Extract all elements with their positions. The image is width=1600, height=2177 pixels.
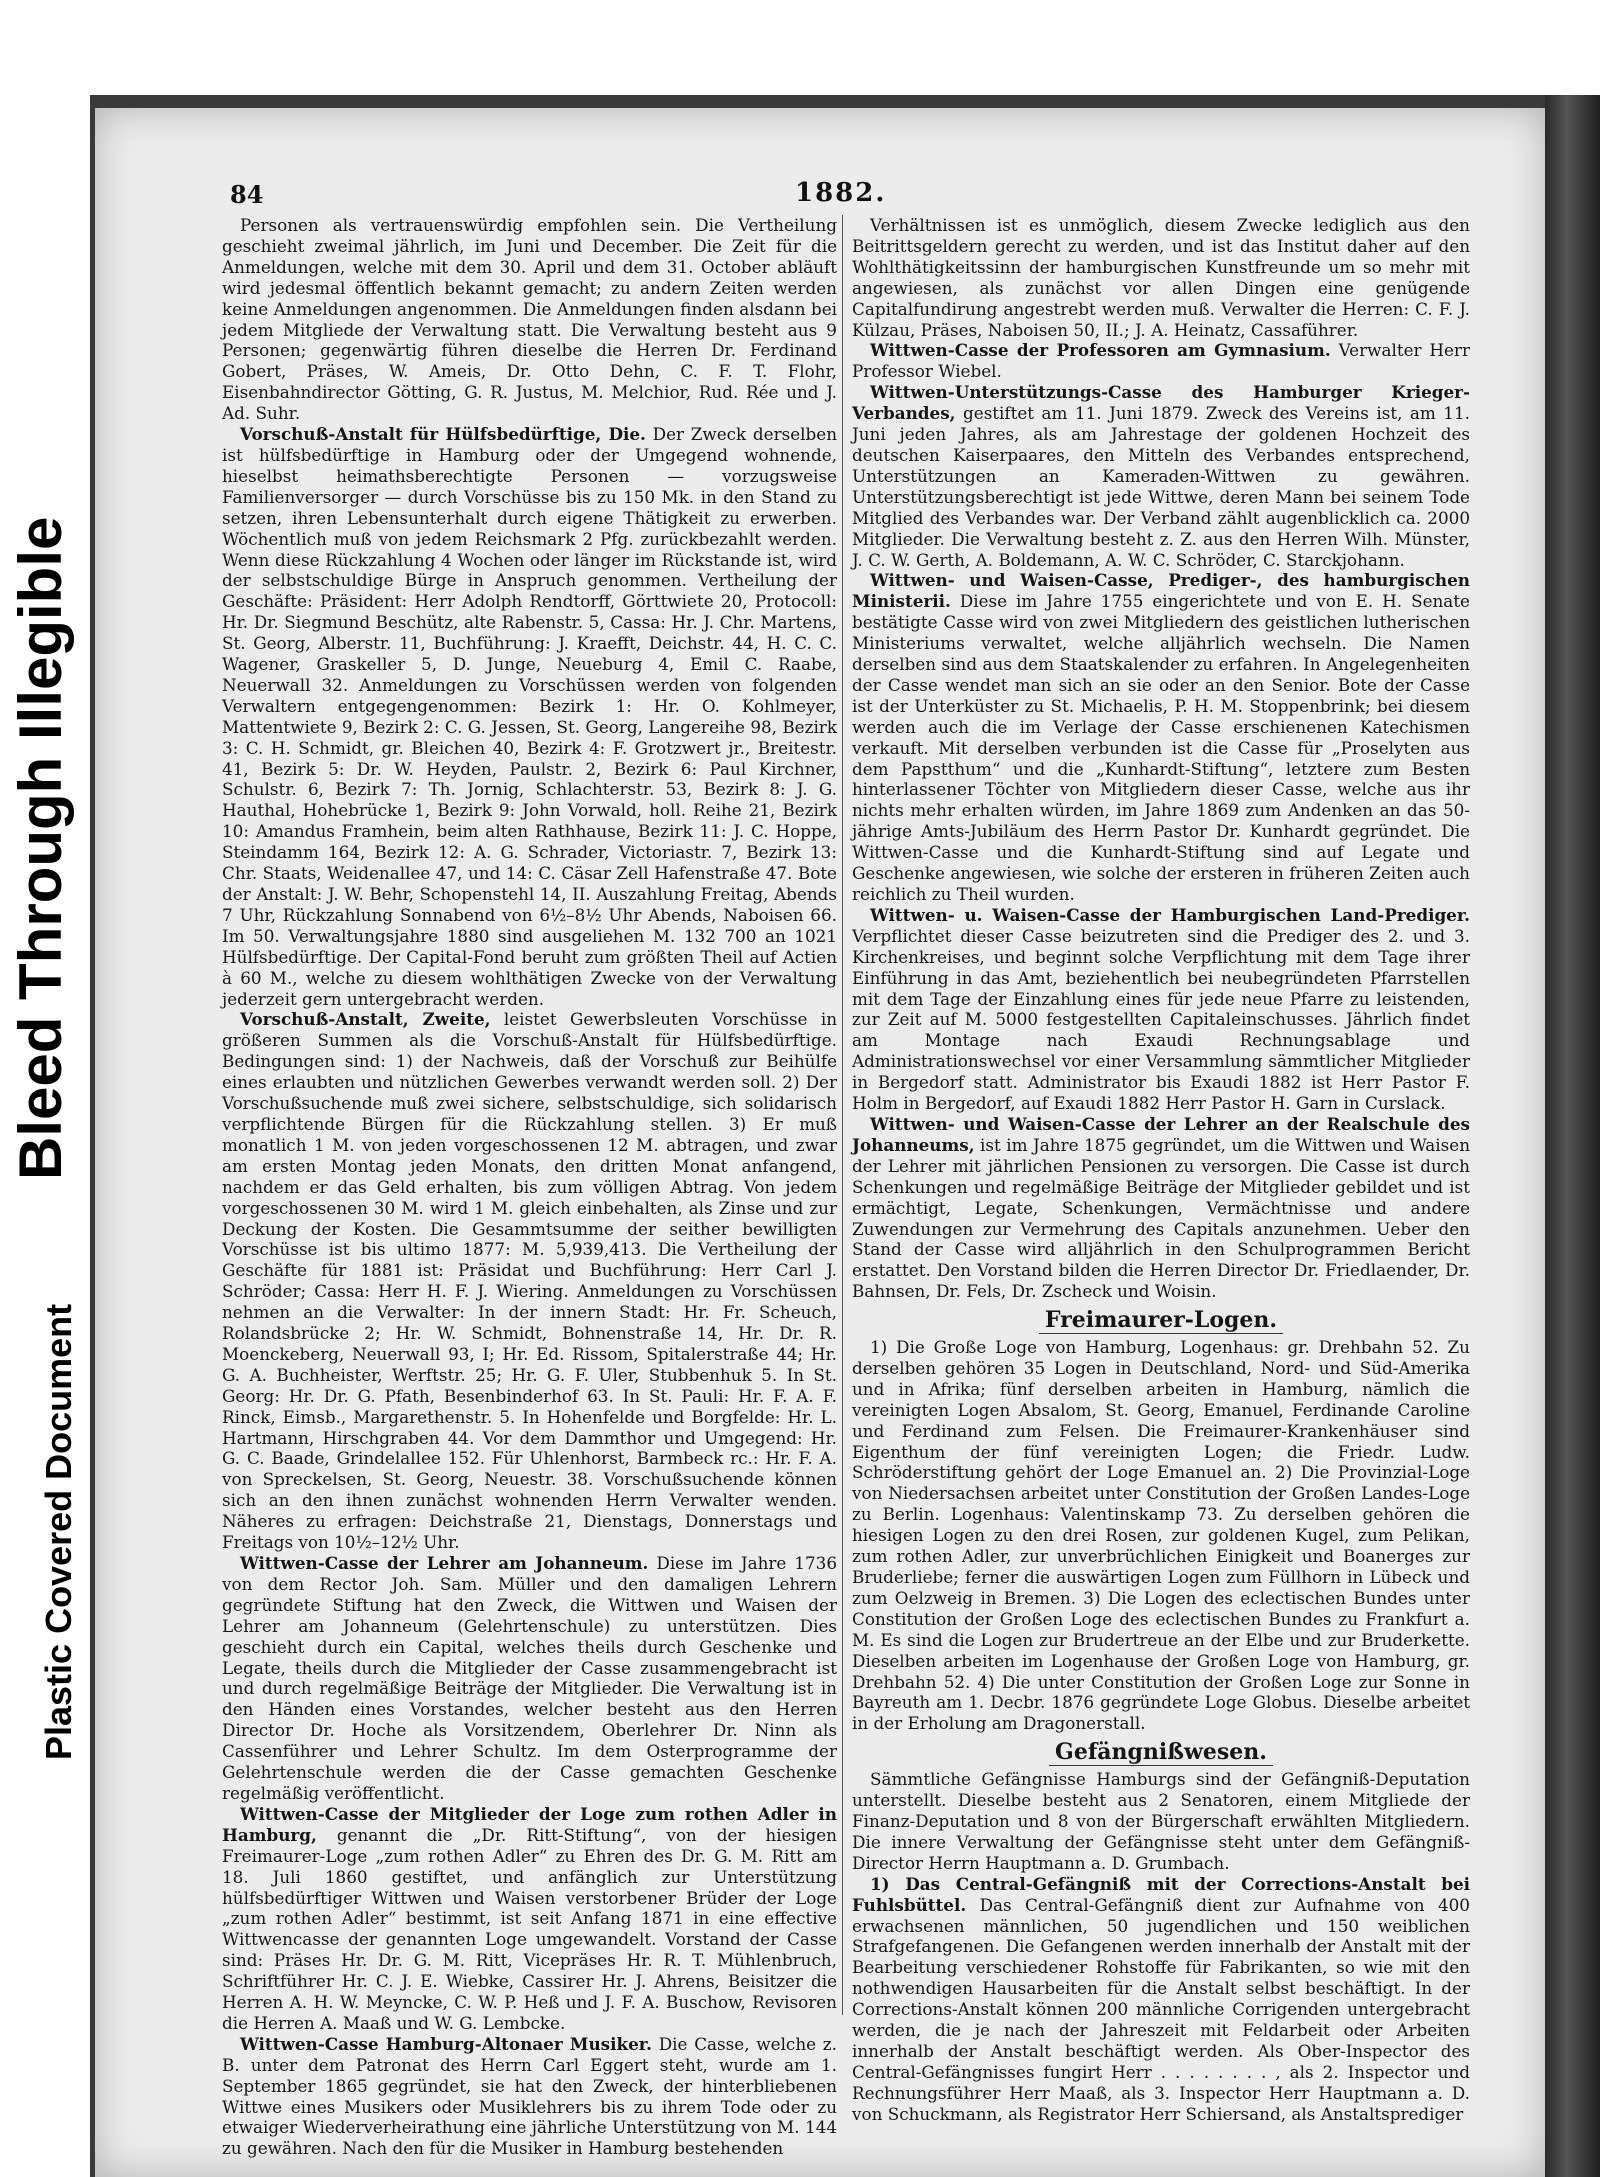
entry-text: Verpflichtet dieser Casse beizutreten sind die Prediger des 2. und 3. Kirchenkreises, und beginnt solche Verpflichtung mit dem Tage ihrer Einführung in das Amt, beziehentlich bei neubegründeten Pfarrstellen mit dem Tage der Einzahlung eines für jede neue Pfarre zu leistenden, zur Zeit auf M. 5000 festgestellten Capitaleinschusses. Jährlich findet am Montage nach Exaudi Rechnungsablage und Administrationswechsel vor einer Versammlung sämmtlicher Mitglieder in Bergedorf statt. Administrator bis Exaudi 1882 ist Herr Pastor F. Holm in Bergedorf, auf Exaudi 1882 Herr Pastor H. Garn in Curslack. xyxy=(852,925,1470,1114)
right-paragraph xyxy=(852,1114,1470,1302)
left-paragraph xyxy=(222,1009,837,1553)
entry-text: ist im Jahre 1875 gegründet, um die Wittwen und Waisen der Lehrer mit jährlichen Pensionen zu versorgen. Die Casse ist durch Schenkungen und regelmäßige Beiträge der Mitglieder gebildet und ist ermächtigt, Legate, Schenkungen, Vermächtnisse und andere Zuwendungen zur Vermehrung des Capitals anzunehmen. Ueber den Stand der Casse wird alljährlich in den Schulprogrammen Bericht erstattet. Den Vorstand bilden die Herren Director Dr. Friedlaender, Dr. Bahnsen, Dr. Fels, Dr. Zscheck und Woisin. xyxy=(852,1134,1470,1302)
left-paragraph xyxy=(222,215,837,424)
entry-text: 1) Die Große Loge von Hamburg, Logenhaus: gr. Drehbahn 52. Zu derselben gehören 35 Logen in Deutschland, Nord- und Süd-Amerika und in Afrika; fünf derselben arbeiten in Hamburg, nämlich die vereinigten Logen Absalom, St. Georg, Emanuel, Ferdinande Caroline und Ferdinand zum Felsen. Die Freimaurer-Krankenhäuser sind Eigenthum der fünf vereinigten Logen; die Friedr. Ludw. Schröderstiftung gehört der Loge Emanuel an. 2) Die Provinzial-Loge von Niedersachsen arbeitet unter Constitution der Großen Landes-Loge zu Berlin. Logenhaus: Valentinskamp 73. Zu derselben gehören die hiesigen Logen zu den drei Rosen, zur goldenen Kugel, zum Pelikan, zum rothen Adler, zur unverbrüchlichen Einigkeit und Boanerges zur Bruderliebe; ferner die auswärtigen Logen zum Füllhorn in Lübeck und zum Oelzweig in Bremen. 3) Die Logen des eclectischen Bundes unter Constitution der Großen Loge des eclectischen Bundes zu Frankfurt a. M. Es sind die Logen zur Brudertreue an der Elbe und zur Bruderkette. Dieselben arbeiten im Logenhause der Großen Loge von Hamburg, gr. Drehbahn 52. 4) Die unter Constitution der Großen Loge zur Sonne in Bayreuth am 1. Decbr. 1876 gegründete Loge Globus. Dieselbe arbeitet in der Erholung am Dragonerstall. xyxy=(852,1337,1470,1734)
scan-stamp-strip xyxy=(0,0,100,2177)
right-paragraph xyxy=(852,382,1470,570)
entry-title: Wittwen- und Waisen-Casse der Lehrer an der Realschule des Johanneums, xyxy=(852,1113,1470,1155)
entry-title: Wittwen-Casse der Professoren am Gymnasium. xyxy=(870,340,1331,361)
column-divider xyxy=(842,215,843,2015)
right-paragraph xyxy=(852,570,1470,905)
left-paragraph xyxy=(222,424,837,1009)
right-column xyxy=(852,215,1470,2124)
left-paragraph xyxy=(222,1804,837,2034)
section-heading-text: Freimaurer-Logen. xyxy=(1039,1307,1283,1334)
page-header xyxy=(230,180,1480,220)
right-paragraph xyxy=(852,1874,1470,2125)
plastic-covered-stamp: Plastic Covered Document xyxy=(38,1303,79,1760)
left-column xyxy=(222,215,838,2159)
page-number: 84 xyxy=(230,180,264,209)
left-paragraph xyxy=(222,1553,837,1804)
entry-text: leistet Gewerbsleuten Vorschüsse in größeren Summen als die Vorschuß-Anstalt für Hülfsbedürftige. Bedingungen sind: 1) der Nachweis, daß der Vorschuß zur Beihülfe eines erlaubten und nützlichen Gewerbes verwandt werden soll. 2) Der Vorschußsuchende muß zwei sichere, selbstschuldige, sich solidarisch verpflichtende Bürgen für die Rückzahlung stellen. 3) Er muß monatlich 1 M. von jeden vorgeschossenen 12 M. abtragen, und zwar am ersten Montag jeden Monats, den dritten Monat anfangend, nachdem er das Geld erhalten, bis zum völligen Abtrag. Von jedem vorgeschossenen 30 M. wird 1 M. gleich einbehalten, als Zinse und zur Deckung der Kosten. Die Gesammtsumme der seither bewilligten Vorschüsse ist bis ultimo 1877: M. 5,939,413. Die Vertheilung der Geschäfte für 1881 ist: Präsidat und Buchführung: Herr Carl J. Schröder; Cassa: Herr H. F. J. Wiering. Anmeldungen zu Vorschüssen nehmen an die Verwalter: In der innern Stadt: Hr. Fr. Scheuch, Rolandsbrücke 2; Hr. W. Schmidt, Bohnenstraße 14, Hr. Dr. R. Moenckeberg, Neuerwall 93, I; Hr. Ed. Rissom, Spitalerstraße 44; Hr. G. A. Buchheister, Werftstr. 25; Hr. G. F. Uler, Stubbenhuk 5. In St. Georg: Hr. Dr. G. Pfath, Besenbinderhof 63. In St. Pauli: Hr. F. A. F. Rinck, Eimsb., Margarethenstr. 5. In Hohenfelde und Borgfelde: Hr. L. Hartmann, Hirschgraben 44. Vor dem Dammthor und Umgegend: Hr. G. C. Baade, Grindelallee 152. Für Uhlenhorst, Barmbeck rc.: Hr. F. A. von Spreckelsen, St. Georg, Neuestr. 38. Vorschußsuchende können sich an den ihnen zunächst wohnenden Herrn Verwalter wenden. Näheres zu erfragen: Deichstraße 21, Dienstags, Donnerstags und Freitags von 10½–12½ Uhr. xyxy=(222,1009,837,1553)
right-paragraph xyxy=(852,905,1470,1114)
right-paragraph xyxy=(852,215,1470,340)
entry-text: Diese im Jahre 1755 eingerichtete und von E. H. Senate bestätigte Casse wird von zwei Mitgliedern des geistlichen lutherischen Ministeriums verwaltet, welche alljährlich wechseln. Die Namen derselben sind aus dem Staatskalender zu erfahren. In Angelegenheiten der Casse wendet man sich an sie oder an den Senior. Bote der Casse ist der Unterküster zu St. Michaelis, P. H. M. Stoppenbrink; bei diesem werden auch die im Verlage der Casse erschienenen Katechismen verkauft. Mit derselben verbunden ist die Casse für „Proselyten aus dem Papstthum“ und die „Kunhardt-Stiftung“, letztere zum Besten hinterlassener Töchter von Mitgliedern dieser Casse, welche aus ihr nichts mehr erhalten würden, im Jahre 1869 zum Andenken an das 50-jährige Amts-Jubiläum des Herrn Pastor Dr. Kunhardt gegründet. Die Wittwen-Casse und die Kunhardt-Stiftung sind auf Legate und Geschenke angewiesen, wie solche der ersteren in früheren Zeiten auch reichlich zu Theil wurden. xyxy=(852,591,1470,904)
section-heading-text: Gefängnißwesen. xyxy=(1049,1739,1273,1766)
entry-title: 1) Das Central-Gefängniß mit der Corrections-Anstalt bei Fuhlsbüttel. xyxy=(852,1873,1470,1915)
right-paragraph xyxy=(852,1337,1470,1734)
entry-text: Sämmtliche Gefängnisse Hamburgs sind der Gefängniß-Deputation unterstellt. Dieselbe besteht aus 2 Senatoren, einem Mitgliede der Finanz-Deputation und 8 von der Bürgerschaft erwählten Mitgliedern. Die innere Verwaltung der Gefängnisse steht unter dem Gefängniß-Director Herrn Hauptmann a. D. Grumbach. xyxy=(852,1769,1470,1873)
entry-text: gestiftet am 11. Juni 1879. Zweck des Vereins ist, am 11. Juni jeden Jahres, als am Jahrestage der goldenen Hochzeit des deutschen Kaiserpaares, den Mitteln des Verbandes entsprechend, Unterstützungen an Kameraden-Wittwen zu gewähren. Unterstützungsberechtigt ist jede Wittwe, deren Mann bei seinem Tode Mitglied des Verbandes war. Der Verband zählt augenblicklich ca. 2000 Mitglieder. Die Verwaltung besteht z. Z. aus den Herren Wilh. Münster, J. C. W. Gerth, A. Boldemann, A. W. C. Schröder, C. Starckjohann. xyxy=(852,403,1470,570)
entry-title: Vorschuß-Anstalt, Zweite, xyxy=(240,1009,491,1030)
entry-title: Wittwen- u. Waisen-Casse der Hamburgischen Land-Prediger. xyxy=(870,904,1470,925)
entry-title: Wittwen-Casse der Mitglieder der Loge zum rothen Adler in Hamburg, xyxy=(222,1803,837,1845)
page-year: 1882. xyxy=(795,178,887,208)
entry-title: Vorschuß-Anstalt für Hülfsbedürftige, Die. xyxy=(240,424,646,445)
entry-text: Verwalter Herr Professor Wiebel. xyxy=(852,340,1470,382)
entry-text: Diese im Jahre 1736 von dem Rector Joh. Sam. Müller und den damaligen Lehrern gegründete Stiftung hat den Zweck, die Wittwen und Waisen der Lehrer am Johanneum (Gelehrtenschule) zu unterstützen. Dies geschieht durch ein Capital, welches theils durch Geschenke und Legate, theils durch die Mitglieder der Casse zusammengebracht ist und durch regelmäßige Beiträge der Mitglieder. Die Verwaltung ist in den Händen eines Vorstandes, welcher besteht aus den Herren Director Dr. Hoche als Vorsitzendem, Oberlehrer Dr. Ninn als Cassenführer und Lehrer Schultz. Im dem Osterprogramme der Gelehrtenschule werden die der Casse gemachten Geschenke regelmäßig veröffentlicht. xyxy=(222,1553,838,1803)
right-section-heading xyxy=(852,1739,1470,1766)
right-paragraph xyxy=(852,1769,1470,1874)
entry-title: Wittwen-Unterstützungs-Casse des Hamburger Krieger-Verbandes, xyxy=(852,382,1470,424)
entry-title: Wittwen-Casse Hamburg-Altonaer Musiker. xyxy=(240,2033,652,2054)
right-section-heading xyxy=(852,1307,1470,1334)
entry-title: Wittwen-Casse der Lehrer am Johanneum. xyxy=(240,1553,649,1573)
entry-title: Wittwen- und Waisen-Casse, Prediger-, des hamburgischen Ministerii. xyxy=(852,570,1470,612)
entry-text: Personen als vertrauenswürdig empfohlen sein. Die Vertheilung geschieht zweimal jährlich, im Juni und December. Die Zeit für die Anmeldungen, welche mit dem 30. April und dem 31. October abläuft wird jedesmal öffentlich bekannt gemacht; zu andern Zeiten werden keine Anmeldungen angenommen. Die Anmeldungen finden alsdann bei jedem Mitgliede der Verwaltung statt. Die Verwaltung besteht aus 9 Personen; gegenwärtig führen dieselbe die Herren Dr. Ferdinand Gobert, Präses, W. Ameis, Dr. Otto Dehn, C. F. T. Flohr, Eisenbahndirector Götting, G. R. Justus, M. Melchior, Rud. Rée und J. Ad. Suhr. xyxy=(222,215,837,424)
right-paragraph xyxy=(852,340,1470,382)
entry-text: Verhältnissen ist es unmöglich, diesem Zwecke lediglich aus den Beitrittsgeldern gerecht zu werden, und ist das Institut daher auf den Wohlthätigkeitssinn der hamburgischen Kunstfreunde um so mehr mit angewiesen, als zunächst vor allen Dingen eine genügende Capitalfundirung angestrebt werden muß. Verwalter die Herren: C. F. J. Külzau, Präses, Naboisen 50, II.; J. A. Heinatz, Cassaführer. xyxy=(852,215,1470,340)
entry-text: Die Casse, welche z. B. unter dem Patronat des Herrn Carl Eggert steht, wurde am 1. September 1865 gegründet, sie hat den Zweck, der hinterbliebenen Wittwe eines Musikers oder Musiklehrers bis zu ihrem Tode oder zu etwaiger Wiederverheirathung eine jährliche Unterstützung von M. 144 zu gewähren. Nach den für die Musiker in Hamburg bestehenden xyxy=(222,2033,837,2159)
bleed-through-stamp: Bleed Through Illegible xyxy=(7,516,74,1180)
entry-text: genannt die „Dr. Ritt-Stiftung“, von der hiesigen Freimaurer-Loge „zum rothen Adler“ zu Ehren des Dr. G. M. Ritt am 18. Juli 1860 gestiftet, und anfänglich zur Unterstützung hülfsbedürftiger Wittwen und Waisen verstorbener Brüder der Loge „zum rothen Adler“ bestimmt, ist seit Anfang 1871 in eine effective Wittwencasse der genannten Loge umgewandelt. Vorstand der Casse sind: Präses Hr. Dr. G. M. Ritt, Vicepräses Hr. R. T. Mühlenbruch, Schriftführer Hr. C. J. E. Wiebke, Cassirer Hr. J. Ahrens, Beisitzer die Herren A. H. W. Meyncke, C. W. P. Heß und J. F. A. Buschow, Revisoren die Herren A. Maaß und W. G. Lembcke. xyxy=(222,1824,837,2033)
entry-text: Das Central-Gefängniß dient zur Aufnahme von 400 erwachsenen männlichen, 50 jugendlichen und 150 weiblichen Strafgefangenen. Die Gefangenen werden innerhalb der Anstalt mit der Bearbeitung verschiedener Rohstoffe für Fabrikanten, so wie mit den nothwendigen Hausarbeiten für die Anstalt selbst beschäftigt. In der Corrections-Anstalt können 200 männliche Corrigenden untergebracht werden, die je nach der Jahreszeit mit Feldarbeit oder Arbeiten innerhalb der Anstalt beschäftigt werden. Als Ober-Inspector des Central-Gefängnisses fungirt Herr . . . . . . . . , als 2. Inspector und Rechnungsführer Herr Maaß, als 3. Inspector Herr Hauptmann a. D. von Schuckmann, als Registrator Herr Schiersand, als Anstaltsprediger xyxy=(852,1894,1470,2124)
entry-text: Der Zweck derselben ist hülfsbedürftige in Hamburg oder der Umgegend wohnende, hieselbst heimathsberechtigte Personen — vorzugsweise Familienversorger — durch Vorschüsse bis zu 150 Mk. in den Stand zu setzen, ihren Lebensunterhalt durch eigene Thätigkeit zu erwerben. Wöchentlich muß von jedem Reichsmark 2 Pfg. zurückbezahlt werden. Wenn diese Rückzahlung 4 Wochen oder länger im Rückstande ist, wird der selbstschuldige Bürge in Anspruch genommen. Vertheilung der Geschäfte: Präsident: Herr Adolph Rendtorff, Görttwiete 20, Protocoll: Hr. Dr. Siegmund Beschütz, alte Rabenstr. 5, Cassa: Hr. J. Chr. Martens, St. Georg, Alberstr. 11, Buchführung: J. Kraefft, Deichstr. 44, H. C. C. Wagener, Graskeller 5, D. Junge, Neueburg 4, Emil C. Raabe, Neuerwall 32. Anmeldungen zu Vorschüssen werden von folgenden Verwaltern entgegengenommen: Bezirk 1: Hr. O. Kohlmeyer, Mattentwiete 9, Bezirk 2: C. G. Jessen, St. Georg, Langereihe 98, Bezirk 3: C. H. Schmidt, gr. Bleichen 40, Bezirk 4: F. Grotzwert jr., Breitestr. 41, Bezirk 5: Dr. W. Heyden, Paulstr. 2, Bezirk 6: Paul Kirchner, Schulstr. 6, Bezirk 7: Th. Jornig, Schlachterstr. 53, Bezirk 8: J. G. Hauthal, Hohebrücke 1, Bezirk 9: John Vorwald, holl. Reihe 21, Bezirk 10: Amandus Framhein, beim alten Rathhause, Bezirk 11: J. C. Hoppe, Steindamm 164, Bezirk 12: A. G. Schrader, Victoriastr. 7, Bezirk 13: Chr. Staats, Weidenallee 47, und 14: C. Cäsar Zell Hafenstraße 47. Bote der Anstalt: J. W. Behr, Schopenstehl 14, II. Auszahlung Freitag, Abends 7 Uhr, Rückzahlung Sonnabend von 6½–8½ Uhr Abends, Naboisen 66. Im 50. Verwaltungsjahre 1880 sind ausgeliehen M. 132 700 an 1021 Hülfsbedürftige. Der Capital-Fond beruht zum größten Theil auf Actien à 60 M., welche zu diesem wohlthätigen Zwecke von der Verwaltung jederzeit gern untergebracht werden. xyxy=(222,424,838,1009)
book-edge xyxy=(1545,95,1600,2177)
left-paragraph xyxy=(222,2034,837,2159)
